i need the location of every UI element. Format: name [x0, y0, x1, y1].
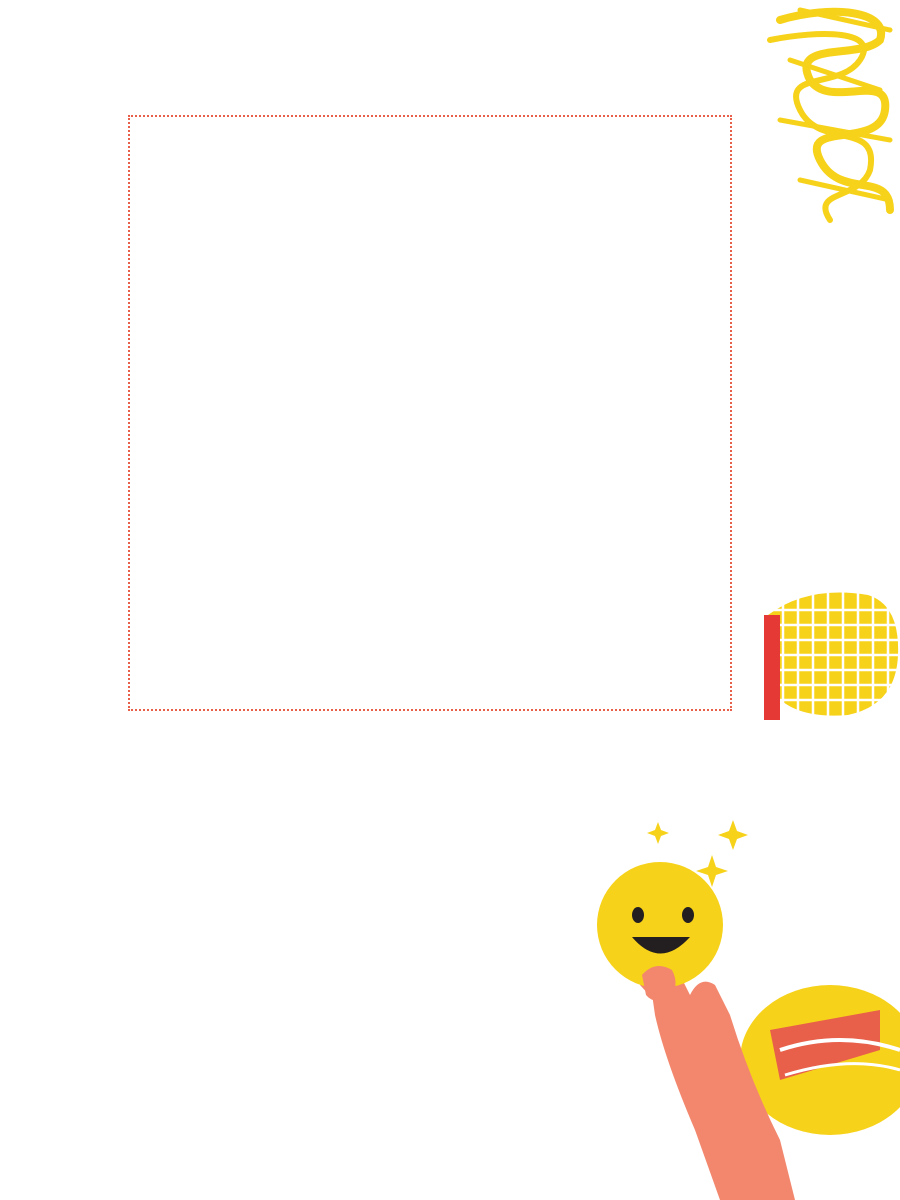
- emotions-table: [128, 115, 732, 711]
- decorative-grid-block: [748, 575, 900, 720]
- sparkle-icon: [647, 822, 669, 844]
- sparkle-icon: [718, 820, 748, 850]
- decorative-yellow-scribble: [740, 0, 900, 240]
- body-paragraph: [128, 838, 568, 869]
- decorative-triangles: [770, 335, 870, 595]
- smiley-hand-illustration: [580, 800, 900, 1200]
- decorative-dots-top: [330, 0, 750, 110]
